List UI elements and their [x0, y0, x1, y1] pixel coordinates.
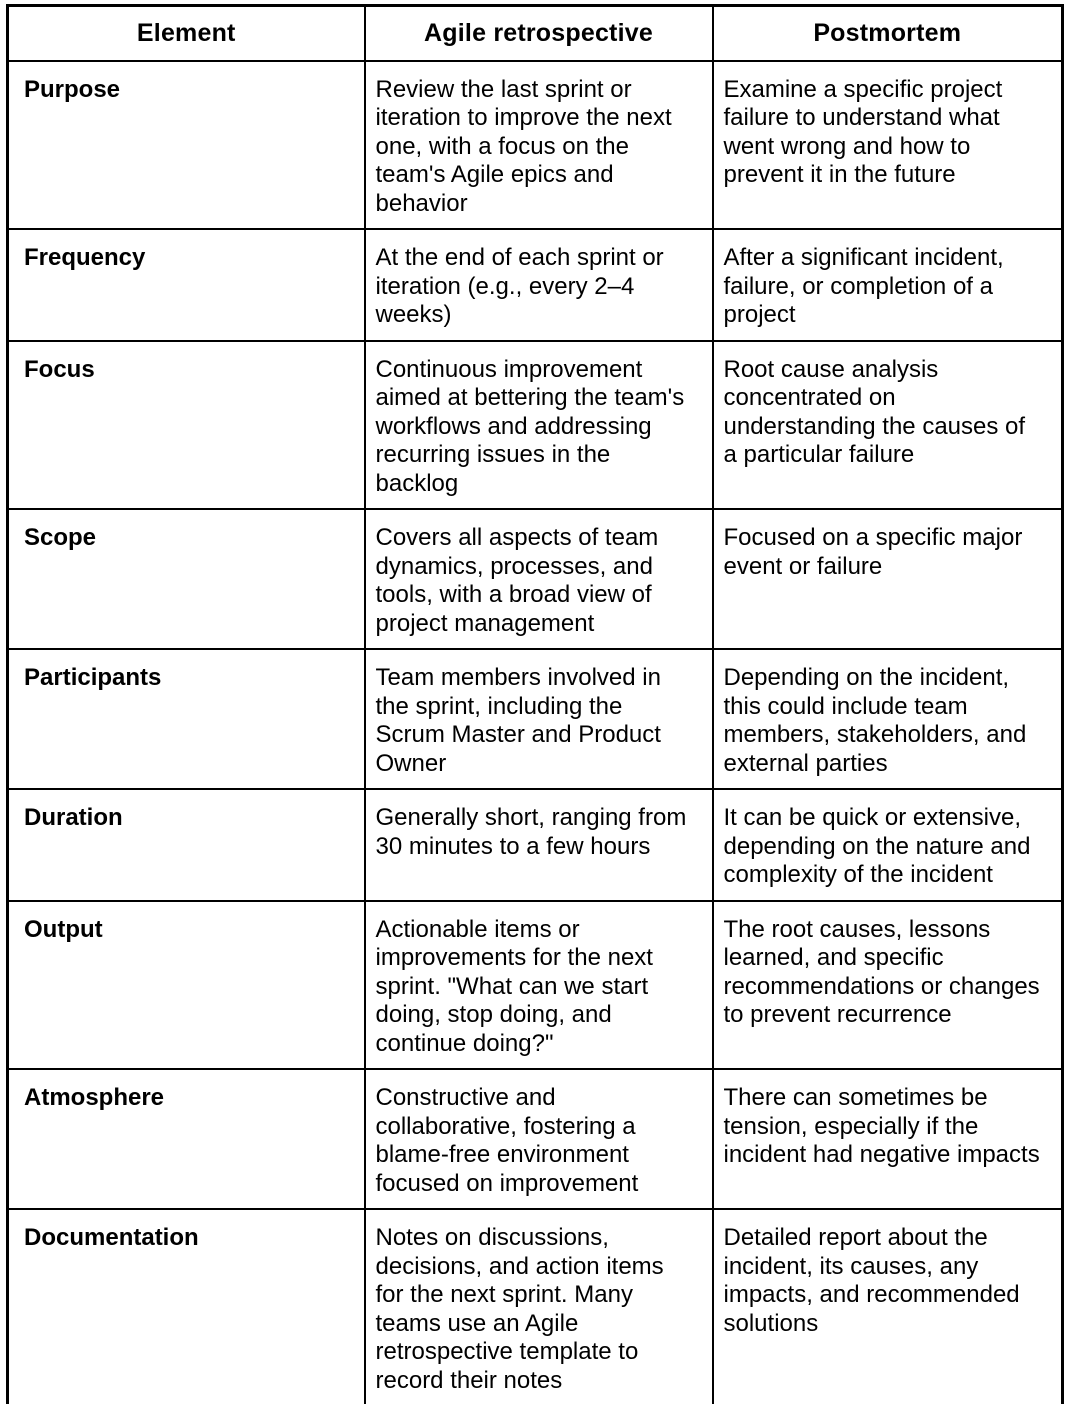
row-label-participants: Participants	[8, 649, 365, 789]
table-row-duration	[8, 789, 1063, 901]
agile-cell-output: Actionable items or improvements for the next sprint. "What can we start doing, stop doing, and continue doing?"	[365, 901, 713, 1070]
table-row-frequency	[8, 229, 1063, 341]
table-row-participants	[8, 649, 1063, 789]
postmortem-cell-focus: Root cause analysis concentrated on understanding the causes of a particular failure	[713, 341, 1063, 510]
row-label-scope: Scope	[8, 509, 365, 649]
row-label-documentation: Documentation	[8, 1209, 365, 1404]
comparison-table	[6, 4, 1064, 1404]
postmortem-cell-output: The root causes, lessons learned, and specific recommendations or changes to prevent recurrence	[713, 901, 1063, 1070]
table-row-focus	[8, 341, 1063, 510]
table-row-documentation	[8, 1209, 1063, 1404]
table-row-output	[8, 901, 1063, 1070]
postmortem-cell-atmosphere: There can sometimes be tension, especially if the incident had negative impacts	[713, 1069, 1063, 1209]
postmortem-cell-frequency: After a significant incident, failure, or completion of a project	[713, 229, 1063, 341]
agile-cell-participants: Team members involved in the sprint, including the Scrum Master and Product Owner	[365, 649, 713, 789]
row-label-duration: Duration	[8, 789, 365, 901]
agile-cell-frequency: At the end of each sprint or iteration (e.g., every 2–4 weeks)	[365, 229, 713, 341]
agile-cell-atmosphere: Constructive and collaborative, fostering a blame-free environment focused on improvement	[365, 1069, 713, 1209]
agile-cell-focus: Continuous improvement aimed at bettering the team's workflows and addressing recurring issues in the backlog	[365, 341, 713, 510]
row-label-focus: Focus	[8, 341, 365, 510]
row-label-output: Output	[8, 901, 365, 1070]
row-label-frequency: Frequency	[8, 229, 365, 341]
agile-cell-purpose: Review the last sprint or iteration to improve the next one, with a focus on the team's Agile epics and behavior	[365, 61, 713, 230]
column-header-element: Element	[8, 6, 365, 61]
postmortem-cell-duration: It can be quick or extensive, depending on the nature and complexity of the incident	[713, 789, 1063, 901]
postmortem-cell-purpose: Examine a specific project failure to understand what went wrong and how to prevent it in the future	[713, 61, 1063, 230]
row-label-purpose: Purpose	[8, 61, 365, 230]
row-label-atmosphere: Atmosphere	[8, 1069, 365, 1209]
header-row	[8, 6, 1063, 61]
agile-cell-duration: Generally short, ranging from 30 minutes to a few hours	[365, 789, 713, 901]
postmortem-cell-scope: Focused on a specific major event or failure	[713, 509, 1063, 649]
table-row-scope	[8, 509, 1063, 649]
agile-cell-scope: Covers all aspects of team dynamics, processes, and tools, with a broad view of project management	[365, 509, 713, 649]
table-row-atmosphere	[8, 1069, 1063, 1209]
agile-cell-documentation: Notes on discussions, decisions, and action items for the next sprint. Many teams use an Agile retrospective template to record their notes	[365, 1209, 713, 1404]
column-header-postmortem: Postmortem	[713, 6, 1063, 61]
postmortem-cell-participants: Depending on the incident, this could include team members, stakeholders, and external parties	[713, 649, 1063, 789]
column-header-agile-retrospective: Agile retrospective	[365, 6, 713, 61]
postmortem-cell-documentation: Detailed report about the incident, its causes, any impacts, and recommended solutions	[713, 1209, 1063, 1404]
table-row-purpose	[8, 61, 1063, 230]
